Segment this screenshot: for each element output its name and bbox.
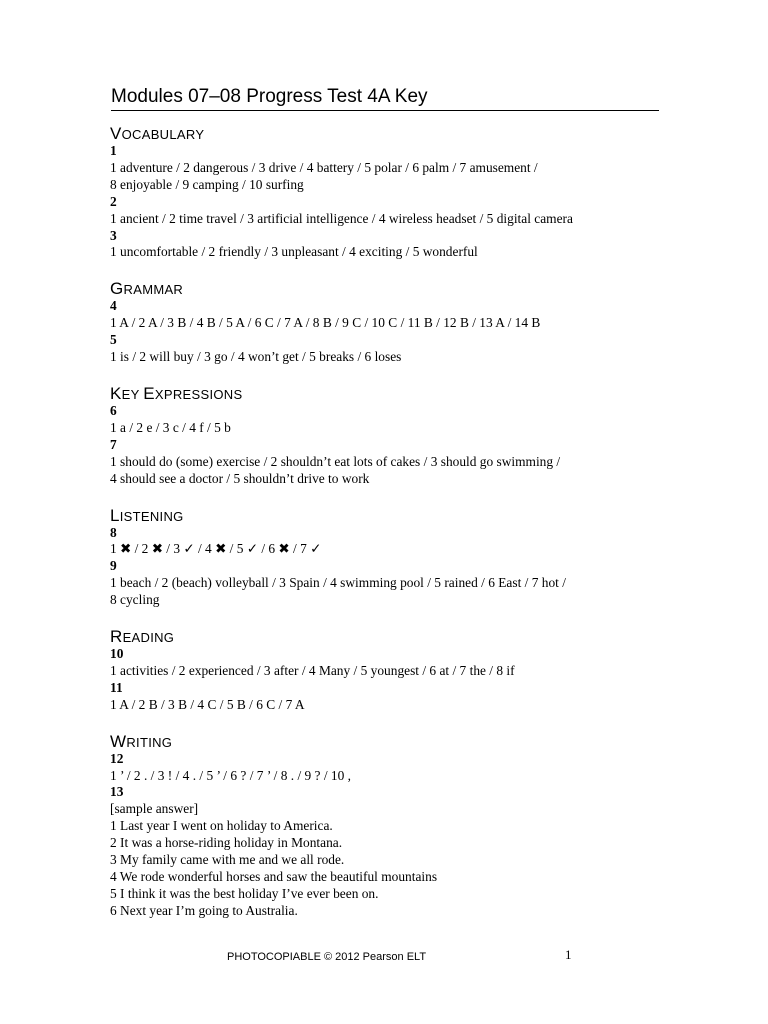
answer-line: 1 a / 2 e / 3 c / 4 f / 5 b xyxy=(110,419,231,435)
answer-line: 3 My family came with me and we all rode. xyxy=(110,852,345,868)
answer-line: 4 should see a doctor / 5 shouldn’t drive to work xyxy=(110,470,370,486)
answer-line: 1 beach / 2 (beach) volleyball / 3 Spain / 4 swimming pool / 5 rained / 6 East / 7 hot / xyxy=(110,575,566,591)
exercise-number: 9 xyxy=(110,558,117,574)
answer-line: 8 enjoyable / 9 camping / 10 surfing xyxy=(110,176,304,192)
answer-line: 1 ’ / 2 . / 3 ! / 4 . / 5 ’ / 6 ? / 7 ’ / 8 . / 9 ? / 10 , xyxy=(110,767,351,783)
section-heading: READING xyxy=(110,627,175,647)
exercise-number: 8 xyxy=(110,524,117,540)
section-listening xyxy=(110,507,670,610)
exercise-number: 10 xyxy=(110,646,124,662)
section-heading: WRITING xyxy=(110,731,173,751)
section-reading xyxy=(110,628,670,714)
answer-line: 1 adventure / 2 dangerous / 3 drive / 4 battery / 5 polar / 6 palm / 7 amusement / xyxy=(110,159,538,175)
section-heading: LISTENING xyxy=(110,505,184,525)
exercise-number: 3 xyxy=(110,227,117,243)
page-number: 1 xyxy=(565,947,572,962)
exercise-number: 12 xyxy=(110,750,124,766)
section-grammar xyxy=(110,280,670,366)
answer-line: 1 Last year I went on holiday to America. xyxy=(110,818,333,834)
section-key-expressions xyxy=(110,385,670,488)
exercise-number: 7 xyxy=(110,436,117,452)
exercise-number: 11 xyxy=(110,679,123,695)
exercise-number: 1 xyxy=(110,143,117,158)
answer-line: [sample answer] xyxy=(110,801,199,817)
answer-line: 1 A / 2 B / 3 B / 4 C / 5 B / 6 C / 7 A xyxy=(110,696,305,712)
exercise-number: 5 xyxy=(110,332,117,348)
exercise-number: 6 xyxy=(110,402,117,418)
answer-line: 8 cycling xyxy=(110,592,160,608)
answer-line: 1 A / 2 A / 3 B / 4 B / 5 A / 6 C / 7 A / 8 B / 9 C / 10 C / 11 B / 12 B / 13 A / 14 B xyxy=(110,315,541,331)
section-heading: VOCABULARY xyxy=(110,124,205,143)
exercise-number: 13 xyxy=(110,784,124,800)
section-heading: GRAMMAR xyxy=(110,279,184,299)
answer-line: 1 is / 2 will buy / 3 go / 4 won’t get / 5 breaks / 6 loses xyxy=(110,349,402,365)
page-title: Modules 07–08 Progress Test 4A Key xyxy=(111,86,659,111)
answer-line: 1 ✖ / 2 ✖ / 3 ✓ / 4 ✖ / 5 ✓ / 6 ✖ / 7 ✓ xyxy=(110,541,322,557)
section-writing xyxy=(110,733,670,920)
copyright-footer: PHOTOCOPIABLE © 2012 Pearson ELT xyxy=(227,951,427,963)
answer-line: 4 We rode wonderful horses and saw the beautiful mountains xyxy=(110,869,438,884)
answer-line: 1 ancient / 2 time travel / 3 artificial intelligence / 4 wireless headset / 5 digital camera xyxy=(110,210,573,226)
answer-line: 1 should do (some) exercise / 2 shouldn’t eat lots of cakes / 3 should go swimming / xyxy=(110,453,561,469)
section-heading: KEY EXPRESSIONS xyxy=(110,383,243,403)
answer-line: 2 It was a horse-riding holiday in Montana. xyxy=(110,835,343,851)
answer-line: 1 activities / 2 experienced / 3 after / 4 Many / 5 youngest / 6 at / 7 the / 8 if xyxy=(110,662,515,678)
exercise-number: 4 xyxy=(110,298,117,314)
answer-line: 5 I think it was the best holiday I’ve ever been on. xyxy=(110,885,379,901)
exercise-number: 2 xyxy=(110,193,117,209)
answer-line: 6 Next year I’m going to Australia. xyxy=(110,902,298,918)
answer-line: 1 uncomfortable / 2 friendly / 3 unpleasant / 4 exciting / 5 wonderful xyxy=(110,244,478,260)
section-vocabulary xyxy=(110,125,670,261)
answer-key-content xyxy=(110,125,670,920)
